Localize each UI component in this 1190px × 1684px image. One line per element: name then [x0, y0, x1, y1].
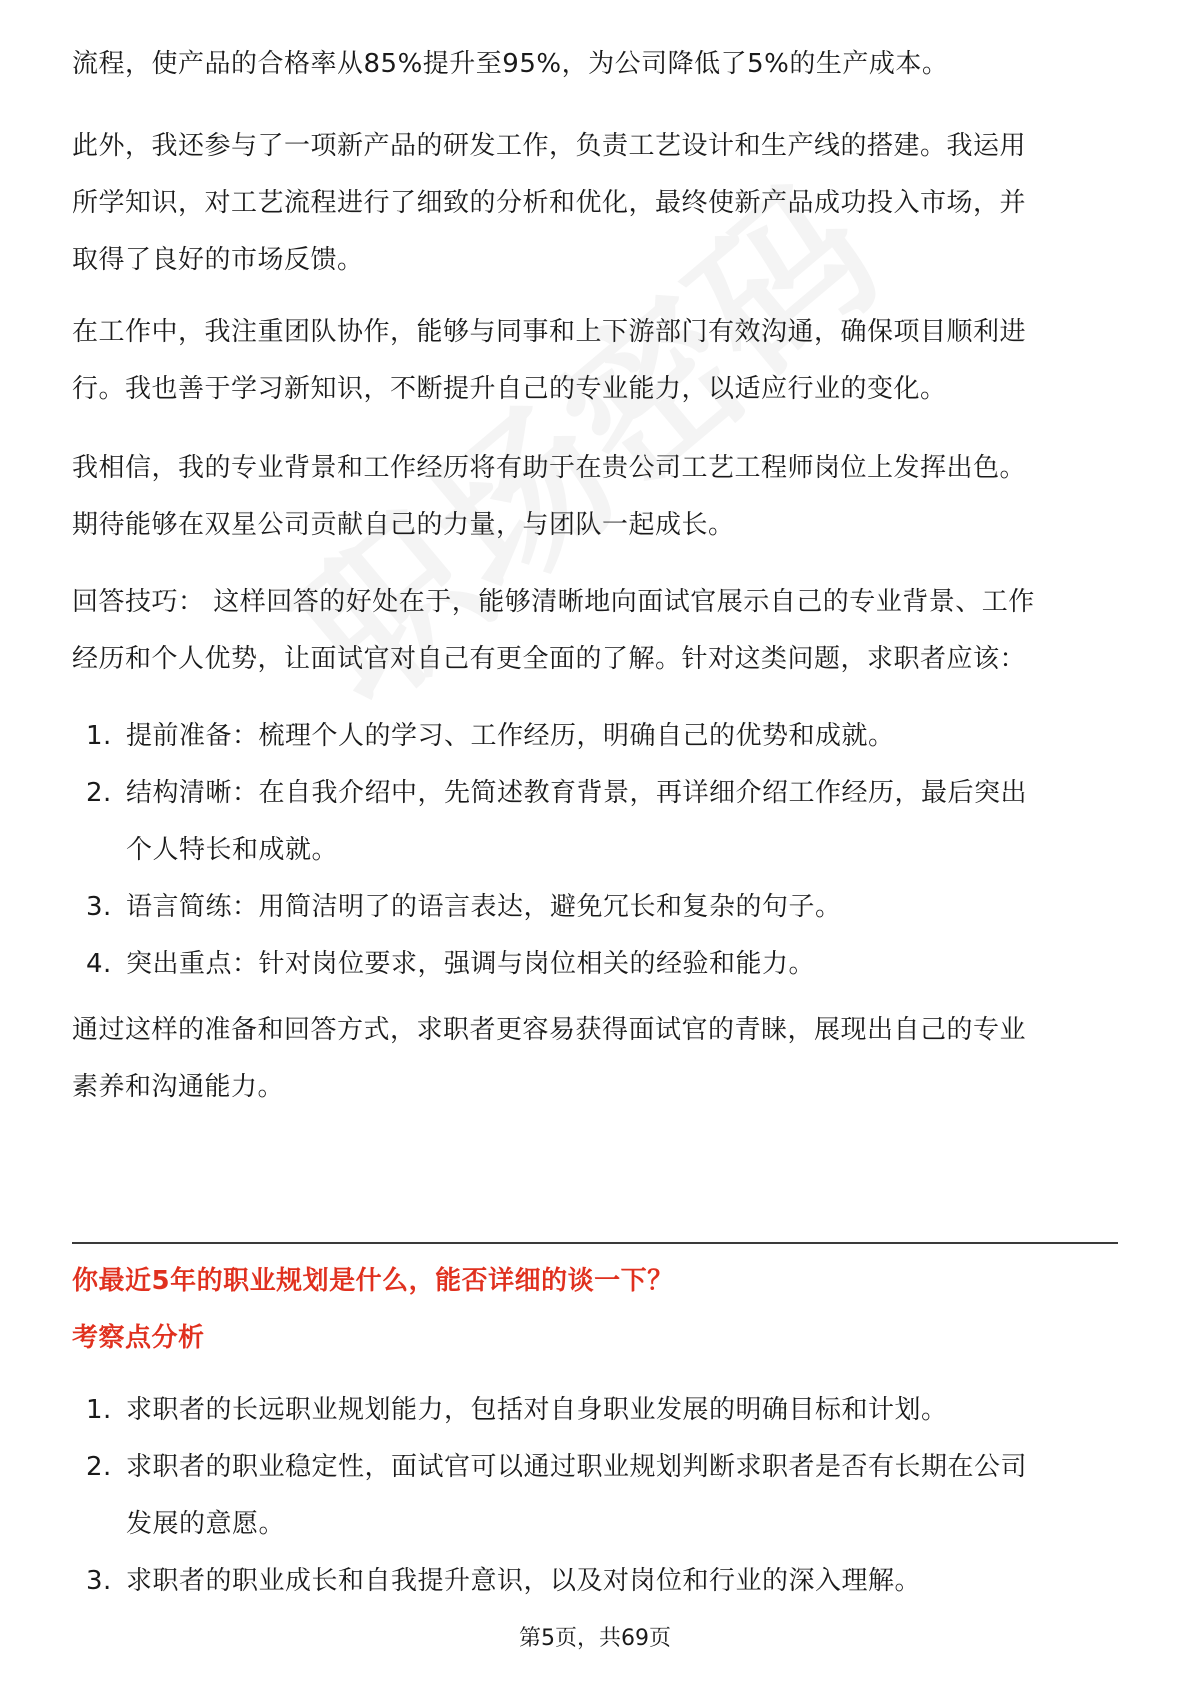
text-line: 所学知识，对工艺流程进行了细致的分析和优化，最终使新产品成功投入市场，并: [72, 188, 1027, 218]
paragraph-2: [72, 118, 1026, 289]
paragraph-1: [72, 36, 948, 93]
text-line: 语言简练：用简洁明了的语言表达，避免冗长和复杂的句子。: [126, 892, 842, 922]
text-line: 求职者的职业稳定性，面试官可以通过职业规划判断求职者是否有长期在公司: [126, 1452, 1028, 1482]
list-number: 1.: [86, 1395, 112, 1425]
list-number: 2.: [86, 778, 112, 808]
text-line: 取得了良好的市场反馈。: [72, 245, 364, 275]
text-line: 回答技巧： 这样回答的好处在于，能够清晰地向面试官展示自己的专业背景、工作: [72, 587, 1035, 617]
list-item: [72, 708, 1118, 765]
paragraph-4: [72, 440, 1026, 554]
text-line: 此外，我还参与了一项新产品的研发工作，负责工艺设计和生产线的搭建。我运用: [72, 131, 1027, 161]
list-item: [72, 936, 1118, 993]
list-item: [72, 1439, 1118, 1553]
list-number: 1.: [86, 721, 112, 751]
tips-list: [72, 708, 1118, 993]
question-heading: 你最近5年的职业规划是什么，能否详细的谈一下？: [72, 1266, 674, 1296]
section-divider: [72, 1242, 1118, 1244]
list-item: [72, 1553, 1118, 1610]
list-item: [72, 1382, 1118, 1439]
list-item: [72, 879, 1118, 936]
text-line: 个人特长和成就。: [126, 835, 339, 865]
text-line: 发展的意愿。: [126, 1509, 286, 1539]
text-line: 期待能够在双星公司贡献自己的力量，与团队一起成长。: [72, 510, 735, 540]
page-footer: 第5页，共69页: [519, 1626, 671, 1651]
text-line: 突出重点：针对岗位要求，强调与岗位相关的经验和能力。: [126, 949, 816, 979]
text-line: 通过这样的准备和回答方式，求职者更容易获得面试官的青睐，展现出自己的专业: [72, 1015, 1027, 1045]
text-line: 经历和个人优势，让面试官对自己有更全面的了解。针对这类问题，求职者应该：: [72, 644, 1027, 674]
paragraph-6: [72, 1002, 1026, 1116]
text-line: 行。我也善于学习新知识，不断提升自己的专业能力，以适应行业的变化。: [72, 374, 947, 404]
text-line: 我相信，我的专业背景和工作经历将有助于在贵公司工艺工程师岗位上发挥出色。: [72, 453, 1027, 483]
analysis-title: 考察点分析: [72, 1323, 205, 1353]
text-line: 素养和沟通能力。: [72, 1072, 285, 1102]
paragraph-3: [72, 304, 1026, 418]
list-item: [72, 765, 1118, 879]
text-line: 结构清晰：在自我介绍中，先简述教育背景，再详细介绍工作经历，最后突出: [126, 778, 1028, 808]
text-line: 流程，使产品的合格率从85%提升至95%，为公司降低了5%的生产成本。: [72, 49, 949, 79]
list-number: 3.: [86, 1566, 112, 1596]
text-line: 在工作中，我注重团队协作，能够与同事和上下游部门有效沟通，确保项目顺利进: [72, 317, 1027, 347]
list-number: 2.: [86, 1452, 112, 1482]
text-line: 提前准备：梳理个人的学习、工作经历，明确自己的优势和成就。: [126, 721, 895, 751]
text-line: 求职者的长远职业规划能力，包括对自身职业发展的明确目标和计划。: [126, 1395, 948, 1425]
analysis-list: [72, 1382, 1118, 1610]
list-number: 4.: [86, 949, 112, 979]
answer-tips-paragraph: [72, 574, 1035, 688]
text-line: 求职者的职业成长和自我提升意识，以及对岗位和行业的深入理解。: [126, 1566, 922, 1596]
list-number: 3.: [86, 892, 112, 922]
